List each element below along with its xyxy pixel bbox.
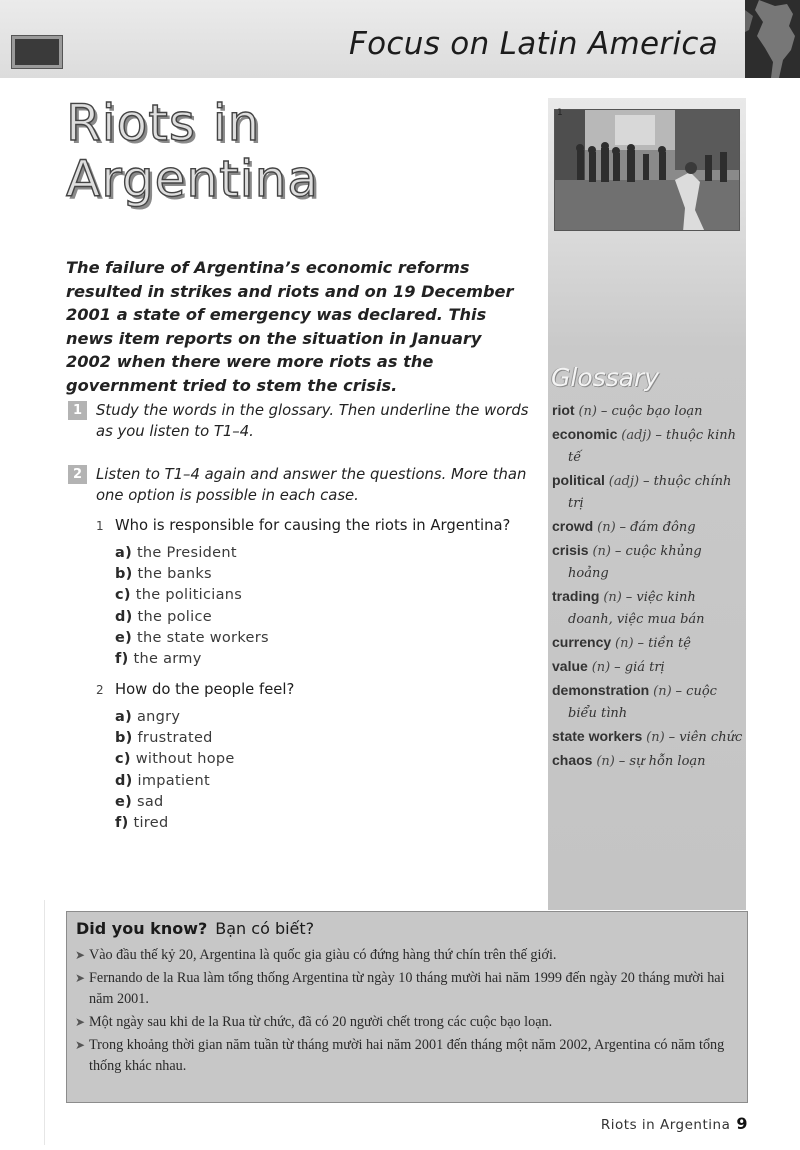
glossary-term: crowd	[552, 518, 594, 534]
glossary-term: currency	[552, 634, 612, 650]
option-text: tired	[133, 815, 169, 832]
option-letter: b)	[115, 730, 133, 747]
option-letter: c)	[115, 751, 131, 768]
glossary-pos: (n)	[646, 730, 665, 745]
margin-divider	[44, 900, 45, 1145]
option-text: the police	[137, 608, 212, 625]
question-text: Who is responsible for causing the riots in Argentina?	[115, 517, 511, 534]
glossary-list	[552, 400, 744, 774]
task-1	[68, 400, 538, 442]
option-letter: e)	[115, 793, 133, 810]
option-item	[115, 728, 415, 749]
did-you-know-subtitle: Bạn có biết?	[215, 919, 315, 938]
glossary-item	[552, 750, 744, 772]
glossary-pos: (adj)	[621, 428, 652, 443]
map-icon	[745, 0, 800, 78]
question-text: How do the people feel?	[115, 681, 295, 698]
glossary-item	[552, 656, 744, 678]
task-number-badge: 1	[68, 401, 87, 420]
option-letter: f)	[115, 651, 129, 668]
option-text: frustrated	[137, 730, 213, 747]
did-you-know-title: Did you know?	[76, 919, 208, 938]
question-1-options	[115, 543, 415, 670]
glossary-term: political	[552, 472, 605, 488]
fact-text: Fernando de la Rua làm tổng thống Argentina từ ngày 10 tháng mười hai năm 1999 đến ngày 20 tháng mười hai năm 2001.	[89, 970, 725, 1007]
glossary-def: – thuộc chính trị	[568, 474, 732, 511]
glossary-pos: (n)	[603, 590, 622, 605]
glossary-term: state workers	[552, 728, 643, 744]
glossary-term: riot	[552, 402, 575, 418]
option-item	[115, 771, 415, 792]
question-2-options	[115, 707, 415, 834]
glossary-term: value	[552, 658, 588, 674]
glossary-item	[552, 680, 744, 724]
glossary-pos: (n)	[653, 684, 672, 699]
arrow-icon: ➤	[75, 1015, 86, 1029]
option-letter: b)	[115, 566, 133, 583]
task-text: Listen to T1–4 again and answer the questions. More than one option is possible in each case.	[96, 466, 527, 504]
glossary-pos: (n)	[578, 404, 597, 419]
glossary-item	[552, 586, 744, 630]
glossary-def: – thuộc kinh tế	[568, 428, 737, 465]
fact-item	[75, 1035, 739, 1077]
glossary-pos: (n)	[615, 636, 634, 651]
intro-paragraph: The failure of Argentina’s economic reforms resulted in strikes and riots and on 19 December 2001 a state of emergency was declared. This news item reports on the situation in January 2002 when there were more riots as the government tried to stem the crisis.	[66, 258, 514, 395]
glossary-def: – giá trị	[614, 660, 665, 675]
did-you-know-box	[66, 911, 748, 1103]
option-text: the state workers	[136, 629, 269, 646]
glossary-item	[552, 470, 744, 514]
option-text: angry	[136, 709, 181, 725]
glossary-item	[552, 400, 744, 422]
riot-photo	[554, 109, 740, 231]
option-item	[115, 564, 415, 585]
option-text: the army	[133, 651, 202, 668]
glossary-term: crisis	[552, 542, 589, 558]
option-letter: a)	[115, 545, 133, 561]
option-item	[115, 543, 415, 564]
glossary-pos: (n)	[591, 660, 611, 675]
option-letter: a)	[115, 709, 133, 725]
option-letter: d)	[115, 772, 133, 789]
glossary-def: – cuộc bạo loạn	[600, 404, 703, 419]
fact-item	[75, 945, 739, 966]
glossary-def: – việc kinh doanh, việc mua bán	[568, 590, 705, 627]
option-letter: d)	[115, 608, 133, 625]
task-2	[68, 464, 538, 506]
option-text: the President	[136, 545, 237, 561]
arrow-icon: ➤	[75, 948, 86, 962]
option-letter: f)	[115, 815, 129, 832]
did-you-know-list	[75, 945, 739, 1079]
glossary-def: – cuộc khủng hoảng	[568, 544, 702, 581]
fact-text: Trong khoảng thời gian năm tuần từ tháng mười hai năm 2001 đến tháng một năm 2002, Argentina có năm tổng thống khác nhau.	[89, 1037, 725, 1074]
glossary-pos: (n)	[592, 544, 612, 559]
option-item	[115, 749, 415, 770]
option-text: impatient	[137, 772, 210, 789]
option-item	[115, 585, 415, 606]
glossary-title: Glossary	[551, 363, 660, 392]
option-text: the politicians	[135, 587, 243, 604]
option-text: without hope	[135, 751, 235, 768]
glossary-def: – sự hỗn loạn	[618, 754, 706, 769]
did-you-know-heading	[76, 919, 314, 938]
option-item	[115, 813, 415, 834]
option-text: the banks	[137, 566, 212, 583]
glossary-def: – viên chức	[668, 730, 743, 745]
page-title-line1: Riots in	[66, 94, 261, 152]
fact-text: Một ngày sau khi de la Rua từ chức, đã có 20 người chết trong các cuộc bạo loạn.	[89, 1014, 553, 1030]
page-title	[66, 95, 319, 207]
glossary-pos: (adj)	[608, 474, 640, 489]
section-title: Focus on Latin America	[349, 26, 718, 62]
glossary-item	[552, 632, 744, 654]
question-2	[96, 681, 536, 698]
fact-text: Vào đầu thế kỷ 20, Argentina là quốc gia giàu có đứng hàng thứ chín trên thế giới.	[89, 947, 557, 963]
glossary-def: – tiền tệ	[637, 636, 691, 651]
glossary-def: – cuộc biểu tình	[568, 684, 717, 721]
option-letter: e)	[115, 629, 133, 646]
page-title-line2: Argentina	[66, 150, 319, 208]
arrow-icon: ➤	[75, 1038, 86, 1052]
glossary-term: demonstration	[552, 682, 650, 698]
option-item	[115, 649, 415, 670]
task-text: Study the words in the glossary. Then underline the words as you listen to T1–4.	[96, 402, 529, 440]
glossary-item	[552, 726, 744, 748]
option-item	[115, 707, 415, 728]
fact-item	[75, 1012, 739, 1033]
task-number-badge: 2	[68, 465, 87, 484]
question-number: 2	[96, 683, 104, 697]
glossary-pos: (n)	[596, 754, 615, 769]
page-footer	[601, 1114, 748, 1133]
option-letter: c)	[115, 587, 131, 604]
glossary-term: chaos	[552, 752, 593, 768]
glossary-item	[552, 424, 744, 468]
glossary-def: – đám đông	[619, 520, 696, 535]
option-item	[115, 628, 415, 649]
header-tv-icon	[12, 36, 62, 68]
glossary-term: trading	[552, 588, 600, 604]
photo-number: 1	[557, 108, 563, 118]
fact-item	[75, 968, 739, 1010]
glossary-item	[552, 516, 744, 538]
option-item	[115, 607, 415, 628]
glossary-term: economic	[552, 426, 618, 442]
glossary-pos: (n)	[597, 520, 616, 535]
arrow-icon: ➤	[75, 971, 86, 985]
question-number: 1	[96, 519, 104, 533]
option-text: sad	[136, 793, 164, 810]
option-item	[115, 792, 415, 813]
page-number: 9	[736, 1114, 748, 1133]
glossary-item	[552, 540, 744, 584]
question-1	[96, 517, 536, 534]
footer-title: Riots in Argentina	[600, 1117, 731, 1133]
